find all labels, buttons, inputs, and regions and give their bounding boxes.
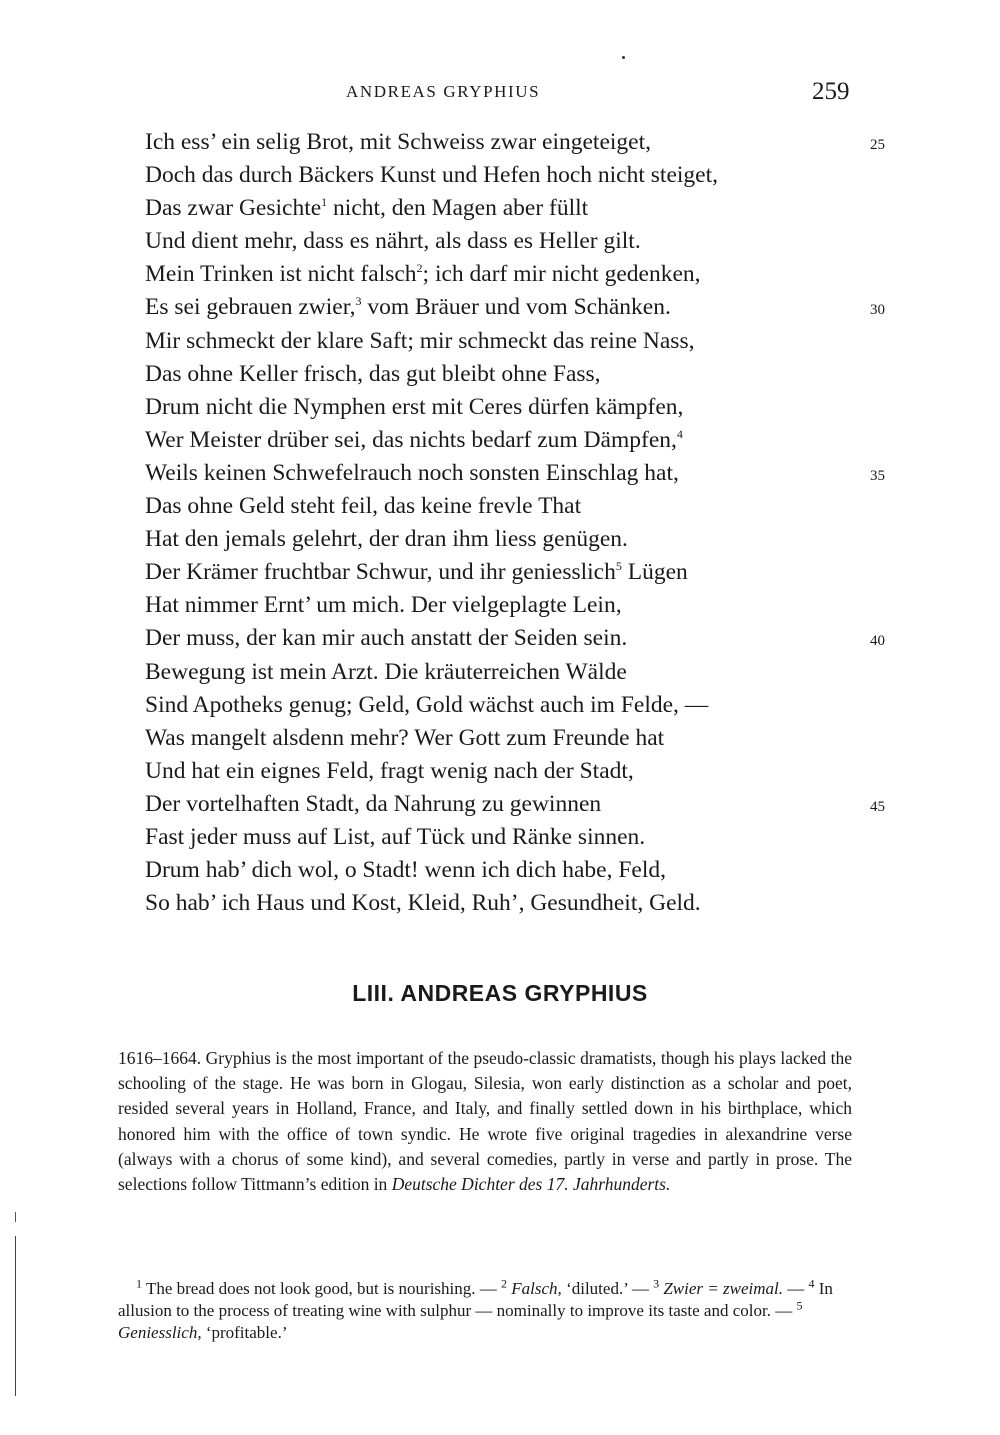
running-head: [0, 78, 1000, 112]
poem-line-text: Drum hab’ dich wol, o Stadt! wenn ich dich habe, Feld,: [145, 857, 667, 884]
poem-line-text: [145, 424, 683, 457]
footnote-term: Geniesslich,: [118, 1323, 202, 1342]
poem-line: [145, 821, 905, 854]
poem-line: [145, 159, 905, 192]
poem-line: [145, 225, 905, 258]
poem-line: [145, 622, 905, 655]
footnote-term: Zwier = zweimal.: [659, 1279, 783, 1298]
poem-line: [145, 490, 905, 523]
poem-line-text: Hat nimmer Ernt’ um mich. Der vielgeplagte Lein,: [145, 592, 622, 619]
poem-line: [145, 457, 905, 490]
poem-line-text-part: Der Krämer fruchtbar Schwur, und ihr geniesslich: [145, 559, 616, 586]
poem-line-text-part: Wer Meister drüber sei, das nichts bedarf zum Dämpfen,: [145, 426, 677, 453]
footnote-marker: 2: [501, 1276, 508, 1291]
poem-line: [145, 258, 905, 291]
poem-line-text: So hab’ ich Haus und Kost, Kleid, Ruh’, Gesundheit, Geld.: [145, 890, 701, 917]
poem-line: [145, 523, 905, 556]
line-number: 35: [870, 467, 885, 484]
footnotes: [118, 1278, 852, 1344]
poem-line-text-part: ; ich darf mir nicht gedenken,: [422, 261, 701, 288]
poem-line: [145, 854, 905, 887]
intro-italic-title: Deutsche Dichter des 17. Jahrhunderts.: [391, 1174, 671, 1195]
poem-line: [145, 656, 905, 689]
poem-line-text: Hat den jemals gelehrt, der dran ihm liess genügen.: [145, 526, 628, 553]
poem-line-text-part: Mein Trinken ist nicht falsch: [145, 261, 417, 288]
poem-line-text: Der vortelhaften Stadt, da Nahrung zu gewinnen: [145, 790, 602, 817]
poem-line-text: Doch das durch Bäckers Kunst und Hefen hoch nicht steiget,: [145, 162, 718, 189]
poem-line-text: Fast jeder muss auf List, auf Tück und Ränke sinnen.: [145, 823, 646, 850]
poem-line: [145, 589, 905, 622]
poem-line: [145, 358, 905, 391]
page-number: 259: [812, 78, 850, 105]
poem-line-text: Der muss, der kan mir auch anstatt der Seiden sein.: [145, 625, 628, 652]
poem-line: [145, 291, 905, 324]
poem-line-text-part: vom Bräuer und vom Schänken.: [361, 294, 671, 321]
poem-line-text-part: Es sei gebrauen zwier,: [145, 294, 356, 321]
poem-line-text: [145, 192, 588, 225]
footnote-marker: 4: [676, 427, 683, 442]
footnote-marker: 4: [808, 1276, 815, 1291]
poem-line-text: Was mangelt alsdenn mehr? Wer Gott zum Freunde hat: [145, 724, 665, 751]
poem-line-text: [145, 291, 671, 324]
poem-line-text: Weils keinen Schwefelrauch noch sonsten Einschlag hat,: [145, 459, 679, 486]
footnote-term: Falsch,: [507, 1279, 562, 1298]
footnote-text: —: [782, 1279, 809, 1298]
poem-line-text: Ich ess’ ein selig Brot, mit Schweiss zwar eingeteiget,: [145, 129, 651, 155]
line-number: 30: [870, 302, 885, 319]
poem-line: [145, 556, 905, 589]
print-speck: [622, 56, 625, 59]
poem-line: [145, 887, 905, 920]
poem: [145, 126, 905, 920]
poem-line: [145, 755, 905, 788]
line-number: 25: [870, 137, 885, 153]
margin-scan-line: [15, 1236, 16, 1396]
line-number: 45: [870, 798, 885, 815]
margin-scan-mark: [15, 1212, 16, 1222]
poem-line: [145, 424, 905, 457]
intro-text: 1616–1664. Gryphius is the most important of the pseudo-classic dramatists, though his plays lacked the schooling of the stage. He was born in Glogau, Silesia, won early distinction as a scholar and poet, resided several years in Holland, France, and Italy, and finally settled down in his birthplace, which honored him with the office of town syndic. He wrote five original tragedies in alexandrine verse (always with a chorus of some kind), and several comedies, partly in verse and partly in prose. The selections follow Tittmann’s edition in: [118, 1048, 852, 1195]
poem-line-text: [145, 556, 688, 589]
poem-line: [145, 722, 905, 755]
poem-line-text: Drum nicht die Nymphen erst mit Ceres dürfen kämpfen,: [145, 393, 684, 420]
poem-line: [145, 126, 905, 159]
footnote-text: The bread does not look good, but is nourishing. —: [142, 1279, 502, 1298]
line-number: 40: [870, 633, 885, 650]
poem-line-text-part: Das zwar Gesichte: [145, 195, 322, 222]
intro-paragraph: [118, 1046, 852, 1197]
poem-line-text: Und dient mehr, dass es nährt, als dass es Heller gilt.: [145, 228, 641, 255]
footnote-marker: 2: [416, 261, 423, 276]
footnote-marker: 5: [615, 559, 622, 574]
footnote-marker: 1: [136, 1276, 142, 1291]
poem-line-text: Und hat ein eignes Feld, fragt wenig nach der Stadt,: [145, 757, 634, 784]
poem-line: [145, 788, 905, 821]
poem-line-text: Bewegung ist mein Arzt. Die kräuterreichen Wälde: [145, 658, 627, 685]
footnote-marker: 3: [653, 1276, 660, 1291]
footnote-marker: 5: [796, 1298, 803, 1313]
poem-line-text-part: nicht, den Magen aber füllt: [327, 195, 589, 222]
poem-line-text-part: Lügen: [621, 559, 688, 586]
poem-line: [145, 325, 905, 358]
poem-line-text: Das ohne Keller frisch, das gut bleibt ohne Fass,: [145, 360, 601, 387]
poem-line-text: Mir schmeckt der klare Saft; mir schmeckt das reine Nass,: [145, 327, 695, 354]
running-title: ANDREAS GRYPHIUS: [346, 82, 541, 101]
footnote-marker: 3: [355, 294, 362, 309]
poem-line-text: Das ohne Geld steht feil, das keine frevle That: [145, 493, 582, 520]
footnote-text: In allusion to the process of treating wine with sulphur — nominally to improve its taste and color. —: [118, 1279, 833, 1320]
poem-line-text: Sind Apotheks genug; Geld, Gold wächst auch im Felde, —: [145, 691, 709, 718]
poem-line: [145, 192, 905, 225]
section-title: LIII. ANDREAS GRYPHIUS: [352, 980, 648, 1006]
poem-line: [145, 689, 905, 722]
poem-line: [145, 391, 905, 424]
poem-line-text: [145, 258, 701, 291]
footnote-text: ‘profitable.’: [201, 1323, 288, 1342]
footnote-marker: 1: [321, 195, 328, 210]
footnote-text: ‘diluted.’ —: [561, 1279, 654, 1298]
